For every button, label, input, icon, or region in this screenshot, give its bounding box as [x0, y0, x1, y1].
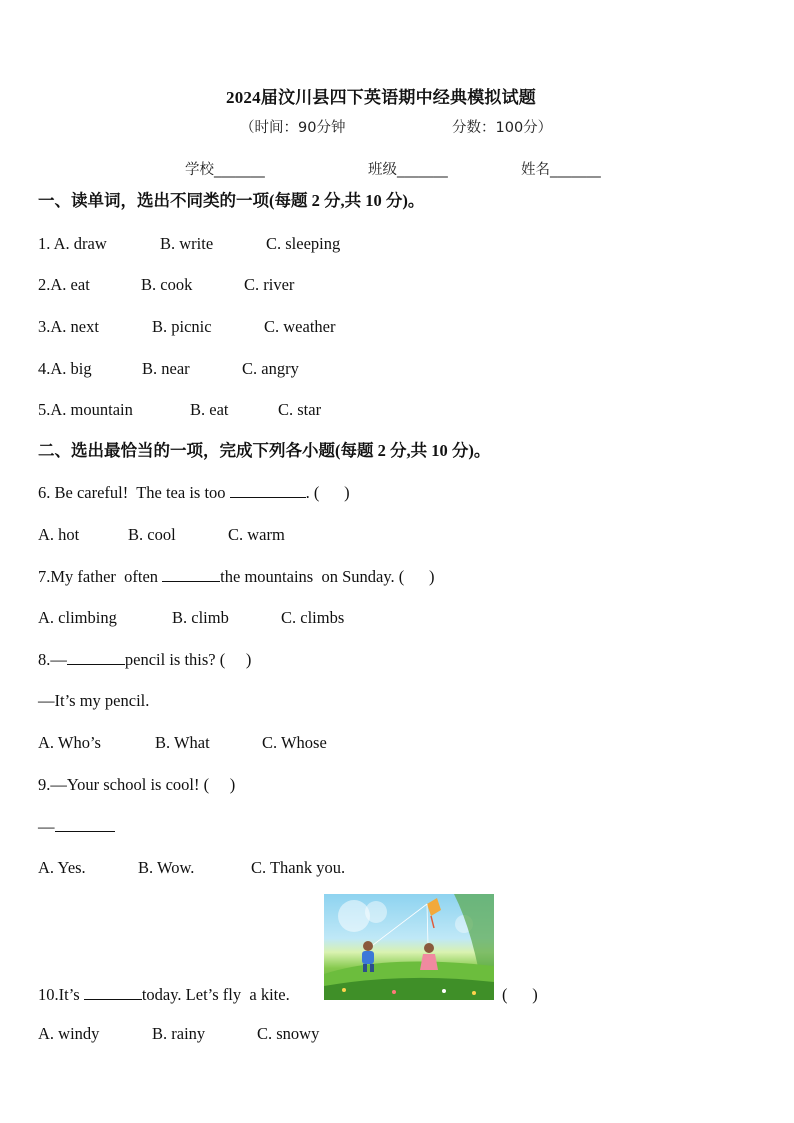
- q4-option-c: C. angry: [242, 359, 299, 378]
- exam-time: （时间：90分钟: [240, 120, 346, 136]
- q10-text-pre: 10.It’s: [38, 985, 84, 1004]
- q10-option-c: C. snowy: [257, 1024, 320, 1043]
- q5-option-c: C. star: [278, 400, 322, 419]
- q9-option-c: C. Thank you.: [251, 858, 346, 877]
- section2-heading: 二、选出最恰当的一项，完成下列各小题(每题 2 分,共 10 分)。: [38, 441, 491, 460]
- q10-text-post: today. Let’s fly a kite.: [141, 985, 290, 1004]
- kite-scene-icon: [324, 894, 494, 1000]
- q6-blank[interactable]: [230, 483, 306, 498]
- q7-text-post: the mountains on Sunday. ( ): [220, 567, 435, 586]
- q4-option-a: 4.A. big: [38, 359, 92, 378]
- name-field: 姓名_______: [521, 162, 601, 178]
- q5-option-a: 5.A. mountain: [38, 400, 133, 419]
- q1-option-a: 1. A. draw: [38, 234, 107, 253]
- q8-text-post: pencil is this? ( ): [124, 650, 252, 669]
- q6-text-pre: 6. Be careful! The tea is too: [38, 483, 230, 502]
- class-field: 班级_______: [368, 162, 448, 178]
- q7-blank[interactable]: [162, 567, 220, 582]
- exam-score: 分数：100分）: [452, 120, 553, 136]
- q9-reply: [38, 817, 115, 837]
- q2-option-a: 2.A. eat: [38, 275, 90, 294]
- q9-question: 9.—Your school is cool! ( ): [38, 775, 236, 794]
- q9-option-a: A. Yes.: [38, 858, 86, 877]
- q8-text-pre: 8.—: [38, 650, 67, 669]
- q8-question: [38, 650, 251, 670]
- q6-option-c: C. warm: [228, 525, 285, 544]
- q5-option-b: B. eat: [190, 400, 229, 419]
- q9-option-b: B. Wow.: [138, 858, 195, 877]
- section1-heading: 一、读单词，选出不同类的一项(每题 2 分,共 10 分)。: [38, 191, 425, 210]
- q9-blank[interactable]: [55, 817, 115, 832]
- q6-option-b: B. cool: [128, 525, 176, 544]
- q4-option-b: B. near: [142, 359, 190, 378]
- q1-option-c: C. sleeping: [266, 234, 341, 253]
- q8-option-c: C. Whose: [262, 733, 327, 752]
- q10-option-b: B. rainy: [152, 1024, 206, 1043]
- q8-option-a: A. Who’s: [38, 733, 101, 752]
- q2-option-c: C. river: [244, 275, 295, 294]
- q7-text-pre: 7.My father often: [38, 567, 163, 586]
- school-field: 学校_______: [185, 162, 265, 178]
- q10-question: [38, 985, 290, 1005]
- q8-blank[interactable]: [67, 650, 125, 665]
- q2-option-b: B. cook: [141, 275, 193, 294]
- page-title: 2024届汶川县四下英语期中经典模拟试题: [226, 88, 536, 107]
- q8-option-b: B. What: [155, 733, 210, 752]
- q10-option-a: A. windy: [38, 1024, 100, 1043]
- q7-option-b: B. climb: [172, 608, 229, 627]
- q10-answer-paren: ( ): [502, 985, 538, 1004]
- q7-question: [38, 567, 435, 587]
- q3-option-b: B. picnic: [152, 317, 212, 336]
- kite-flying-children-illustration: [324, 894, 494, 1000]
- q6-option-a: A. hot: [38, 525, 80, 544]
- q3-option-c: C. weather: [264, 317, 336, 336]
- q1-option-b: B. write: [160, 234, 214, 253]
- q3-option-a: 3.A. next: [38, 317, 99, 336]
- q6-text-post: . ( ): [305, 483, 350, 502]
- q7-option-a: A. climbing: [38, 608, 117, 627]
- q7-option-c: C. climbs: [281, 608, 345, 627]
- q9-dash: —: [38, 817, 55, 836]
- q6-question: [38, 483, 350, 503]
- q8-reply: —It’s my pencil.: [38, 691, 150, 710]
- q10-blank[interactable]: [84, 985, 142, 1000]
